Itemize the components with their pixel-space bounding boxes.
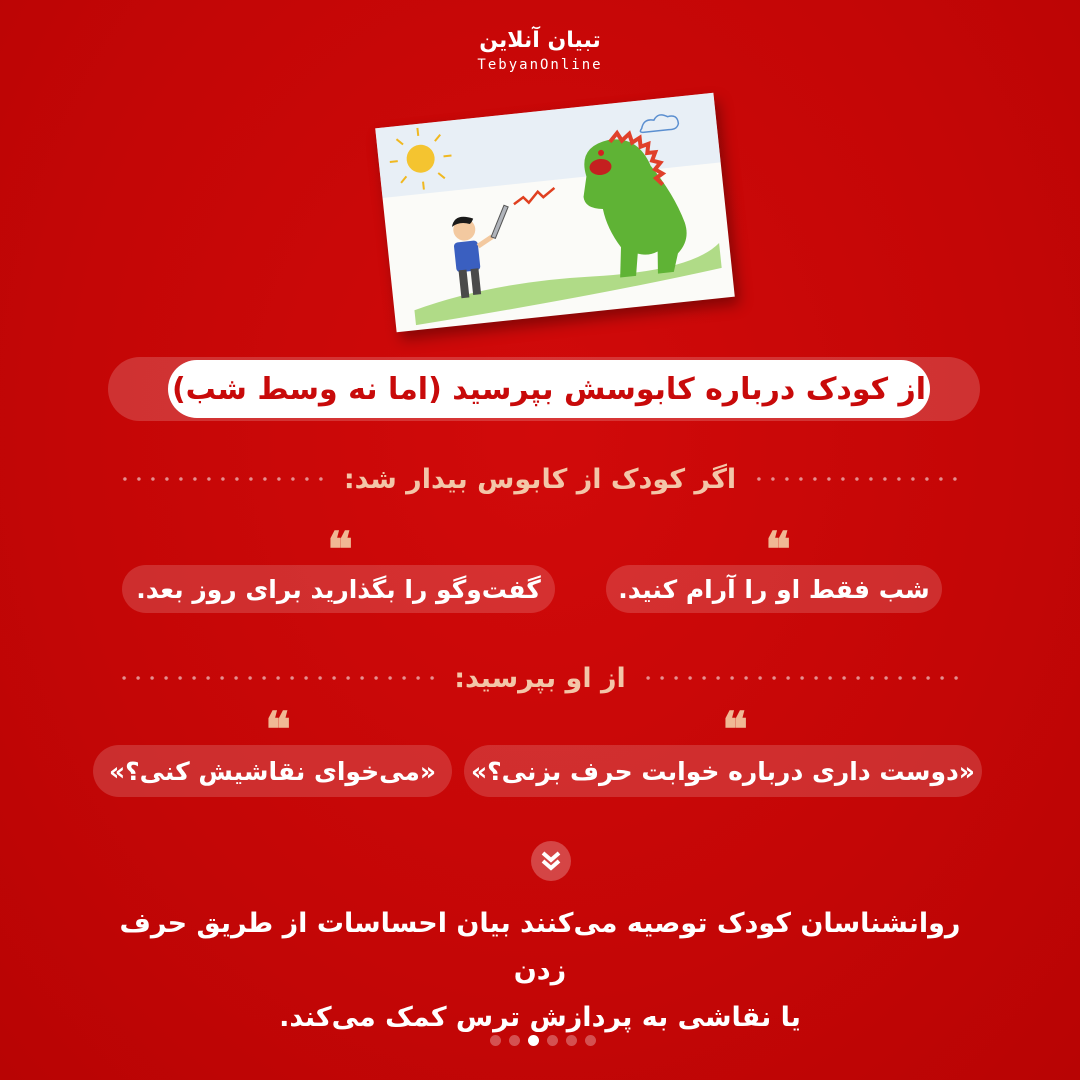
pager-dot-6[interactable] xyxy=(585,1035,596,1046)
summary-text xyxy=(100,900,980,1041)
question-item-1 xyxy=(464,745,982,797)
dotted-divider xyxy=(754,477,960,481)
page-title xyxy=(168,360,930,418)
quote-icon: ❝ xyxy=(722,702,748,758)
section-heading-2 xyxy=(120,658,960,698)
brand-name-en: TebyanOnline xyxy=(477,57,603,73)
pager-dot-3-active[interactable] xyxy=(528,1035,539,1046)
pager-dot-5[interactable] xyxy=(566,1035,577,1046)
question-item-2 xyxy=(93,745,452,797)
tip-item-1-text: شب فقط او را آرام کنید. xyxy=(618,574,930,604)
question-item-2-text: «می‌خوای نقاشیش کنی؟» xyxy=(108,756,437,786)
boy-figure xyxy=(450,205,517,299)
pager-dot-4[interactable] xyxy=(547,1035,558,1046)
section-heading-2-label: از او بپرسید: xyxy=(454,662,626,694)
quote-icon: ❝ xyxy=(765,522,791,578)
slide-pager xyxy=(490,1035,596,1046)
dotted-divider xyxy=(120,676,436,680)
dotted-divider xyxy=(644,676,960,680)
page-title-text: از کودک درباره کابوسش بپرسید (اما نه وسط شب) xyxy=(171,371,927,407)
tip-item-2-text: گفت‌وگو را بگذارید برای روز بعد. xyxy=(136,574,541,604)
drawing-illustration-icon xyxy=(375,93,735,332)
section-heading-1 xyxy=(120,459,960,499)
tip-item-1 xyxy=(606,565,942,613)
quote-icon: ❝ xyxy=(265,702,291,758)
quote-icon: ❝ xyxy=(327,522,353,578)
summary-line-1: روانشناسان کودک توصیه می‌کنند بیان احساسات از طریق حرف زدن xyxy=(119,908,961,986)
double-chevron-down-icon xyxy=(531,841,571,881)
question-item-1-text: «دوست داری درباره خوابت حرف بزنی؟» xyxy=(471,756,975,786)
summary-line-2: یا نقاشی به پردازش ترس کمک می‌کند. xyxy=(279,1002,801,1033)
pager-dot-1[interactable] xyxy=(490,1035,501,1046)
brand-logo xyxy=(440,28,640,74)
pager-dot-2[interactable] xyxy=(509,1035,520,1046)
section-heading-1-label: اگر کودک از کابوس بیدار شد: xyxy=(343,463,737,495)
drawing-image xyxy=(375,93,735,332)
tip-item-2 xyxy=(122,565,555,613)
brand-name-fa: تبیان آنلاین xyxy=(479,28,601,53)
dotted-divider xyxy=(120,477,326,481)
